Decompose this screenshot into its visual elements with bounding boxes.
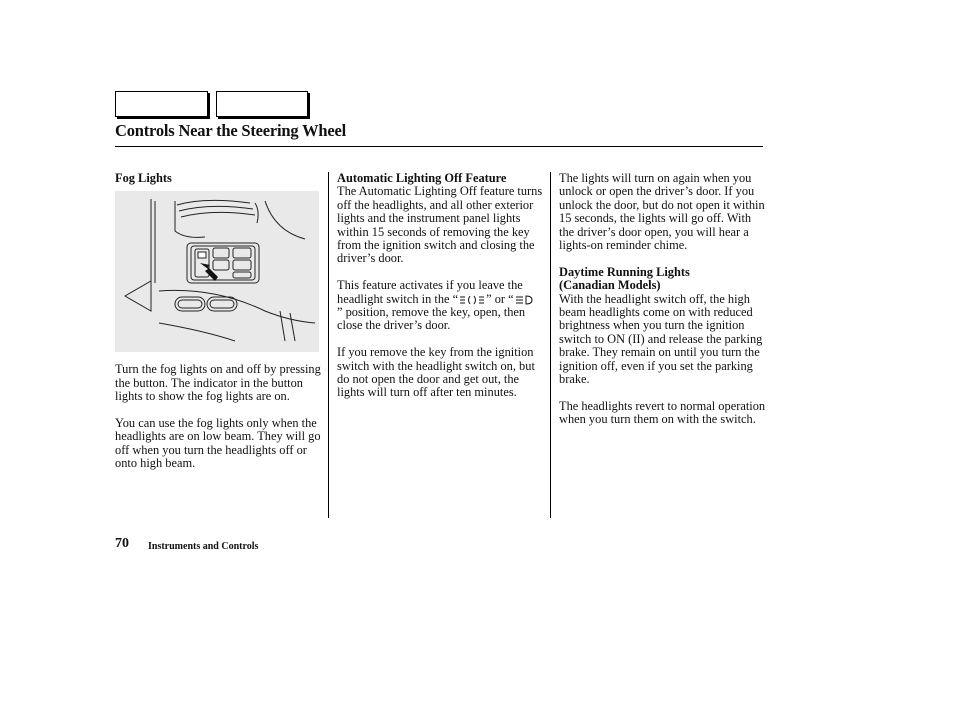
drl-subheading: (Canadian Models) — [559, 278, 661, 293]
title-rule — [115, 146, 763, 147]
parking-lights-icon — [458, 295, 486, 305]
auto-lighting-off-heading: Automatic Lighting Off Feature — [337, 171, 507, 185]
column-divider-2 — [550, 172, 551, 518]
column-divider-1 — [328, 172, 329, 518]
fog-light-switch-illustration — [115, 191, 319, 352]
fog-lights-paragraph-2: You can use the fog lights only when the headlights are on low beam. They will go off when you turn the headlights off or onto high beam. — [115, 416, 321, 471]
dashboard-drawing — [115, 191, 319, 352]
fog-lights-heading: Fog Lights — [115, 171, 172, 185]
column-auto-lighting-off — [337, 172, 545, 400]
column-daytime-running-lights — [559, 172, 769, 427]
headlights-icon — [514, 295, 542, 305]
page-number: 70 — [115, 536, 129, 551]
lights-on-again-paragraph: The lights will turn on again when you unlock or open the driver’s door. If you unlock the door, but do not open it within 15 seconds, the lights will go off. With the driver’s door open, you will hear a lights-on reminder chime. — [559, 171, 765, 253]
auto-lighting-paragraph-1: The Automatic Lighting Off feature turns off the headlights, and all other exterior lights and the instrument panel lights within 15 seconds of removing the key from the ignition switch and closing the driver’s door. — [337, 184, 543, 266]
auto-lighting-paragraph-2: This feature activates if you leave the headlight switch in the “ ” or “” position, remove the key, open, then close the driver’s door. — [337, 279, 545, 333]
nav-tab-box-1[interactable] — [115, 91, 208, 117]
auto-lighting-paragraph-3: If you remove the key from the ignition switch with the headlight switch on, but do not open the door and get out, the lights will turn off after ten minutes. — [337, 345, 535, 400]
section-name: Instruments and Controls — [148, 541, 259, 552]
nav-tab-box-2[interactable] — [216, 91, 308, 117]
drl-paragraph-2: The headlights revert to normal operation when you turn them on with the switch. — [559, 398, 766, 427]
drl-paragraph-1: With the headlight switch off, the high beam headlights come on with reduced brightness when you turn the ignition switch to ON (II) and release the parking brake. They remain on until you turn the ignition off, even if you set the parking brake. — [559, 291, 763, 387]
drl-heading: Daytime Running Lights — [559, 264, 690, 279]
fog-lights-paragraph-1: Turn the fog lights on and off by pressing the button. The indicator in the button lights to show the fog lights are on. — [115, 362, 321, 404]
page-title: Controls Near the Steering Wheel — [115, 121, 346, 140]
